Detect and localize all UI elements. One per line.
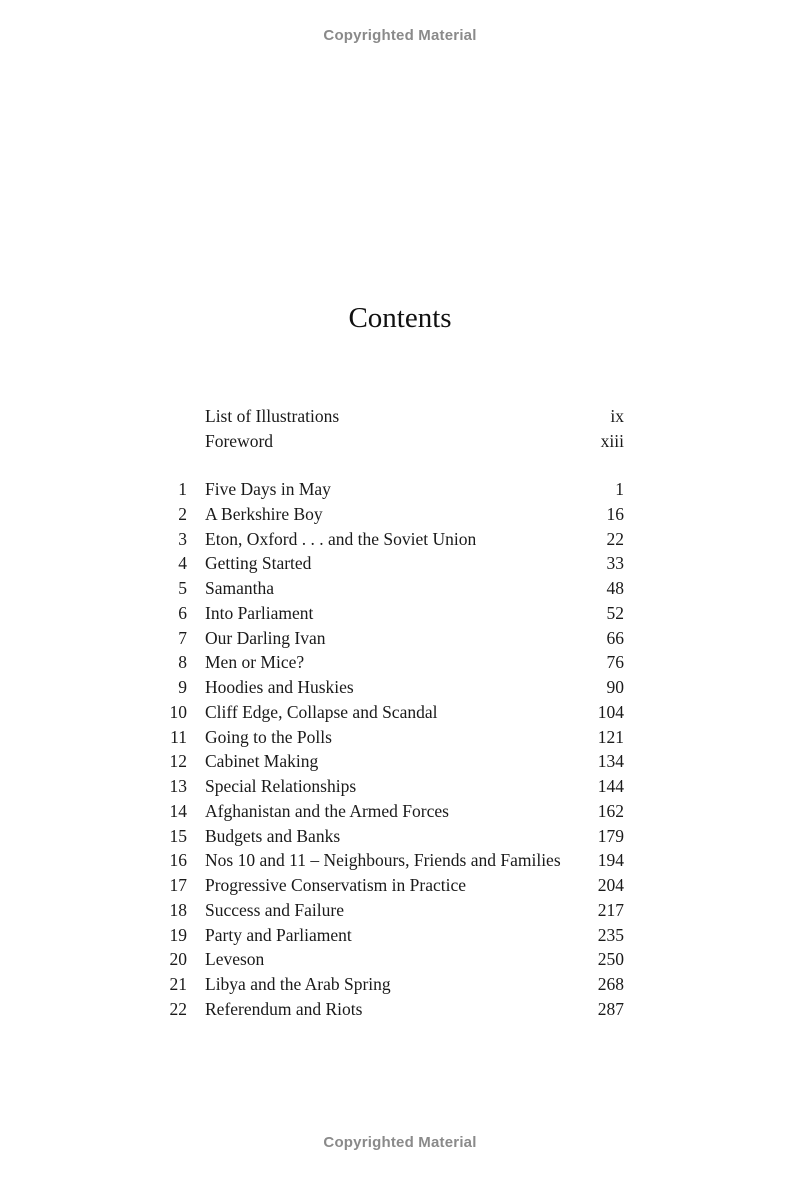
- toc-chapter-row[interactable]: [162, 947, 624, 972]
- chapter-title: Samantha: [205, 578, 275, 598]
- chapter-title: Eton, Oxford . . . and the Soviet Union: [205, 528, 477, 549]
- chapter-title: Into Parliament: [205, 602, 314, 623]
- chapter-title: Libya and the Arab Spring: [205, 974, 391, 994]
- chapter-number: 7: [178, 627, 187, 648]
- chapter-page: 16: [606, 503, 624, 524]
- chapter-number: 21: [169, 974, 187, 994]
- toc-chapter-row[interactable]: [162, 923, 624, 948]
- chapter-title: Cliff Edge, Collapse and Scandal: [205, 701, 438, 722]
- chapter-page: 144: [597, 776, 624, 796]
- toc-chapter-row[interactable]: [162, 477, 624, 502]
- chapter-page: 179: [597, 825, 624, 846]
- chapter-number: 11: [170, 726, 187, 747]
- chapter-page: 1: [615, 479, 624, 499]
- toc-chapter-row[interactable]: [162, 601, 624, 626]
- chapter-page: 194: [597, 850, 624, 871]
- chapter-page: 162: [597, 800, 624, 821]
- toc-chapter-row[interactable]: [162, 725, 624, 750]
- toc-chapters: [162, 477, 624, 1022]
- toc-entry-page: xiii: [600, 430, 624, 451]
- chapter-number: 9: [178, 677, 187, 697]
- chapter-number: 20: [169, 949, 187, 970]
- chapter-page: 235: [597, 924, 624, 945]
- chapter-number: 16: [169, 850, 187, 871]
- chapter-number: 17: [169, 875, 187, 895]
- chapter-title: Hoodies and Huskies: [205, 677, 354, 697]
- toc-chapter-row[interactable]: [162, 873, 624, 898]
- chapter-number: 10: [169, 701, 187, 722]
- chapter-page: 104: [597, 701, 624, 722]
- chapter-number: 14: [169, 800, 187, 821]
- toc-entry-title: List of Illustrations: [205, 406, 340, 426]
- toc-chapter-row[interactable]: [162, 527, 624, 552]
- chapter-page: 90: [606, 677, 624, 697]
- chapter-title: Our Darling Ivan: [205, 627, 326, 648]
- chapter-number: 13: [169, 776, 187, 796]
- toc-chapter-row[interactable]: [162, 848, 624, 873]
- chapter-number: 15: [169, 825, 187, 846]
- toc-chapter-row[interactable]: [162, 650, 624, 675]
- toc-chapter-row[interactable]: [162, 700, 624, 725]
- toc-chapter-row[interactable]: [162, 774, 624, 799]
- toc-chapter-row[interactable]: [162, 972, 624, 997]
- chapter-page: 121: [597, 726, 624, 747]
- chapter-number: 1: [178, 479, 187, 499]
- chapter-title: Progressive Conservatism in Practice: [205, 875, 466, 895]
- chapter-number: 3: [178, 528, 187, 549]
- chapter-number: 19: [169, 924, 187, 945]
- toc-chapter-row[interactable]: [162, 551, 624, 576]
- chapter-page: 204: [597, 875, 624, 895]
- toc-chapter-row[interactable]: [162, 576, 624, 601]
- toc-chapter-row[interactable]: [162, 898, 624, 923]
- copyright-watermark-top: Copyrighted Material: [323, 27, 477, 44]
- toc-chapter-row[interactable]: [162, 626, 624, 651]
- toc-entry[interactable]: [162, 429, 624, 454]
- chapter-page: 134: [597, 751, 624, 772]
- chapter-title: Budgets and Banks: [205, 825, 341, 846]
- chapter-number: 2: [178, 503, 187, 524]
- chapter-title: Referendum and Riots: [205, 998, 363, 1019]
- copyright-watermark-bottom: Copyrighted Material: [323, 1134, 477, 1151]
- toc-front-matter: [162, 404, 624, 454]
- toc-entry-page: ix: [610, 406, 624, 426]
- chapter-title: A Berkshire Boy: [205, 503, 323, 524]
- chapter-title: Success and Failure: [205, 899, 344, 920]
- chapter-number: 5: [178, 578, 187, 598]
- chapter-page: 22: [606, 528, 624, 549]
- toc-chapter-row[interactable]: [162, 997, 624, 1022]
- chapter-page: 52: [606, 602, 624, 623]
- chapter-number: 18: [169, 899, 187, 920]
- chapter-page: 48: [606, 578, 624, 598]
- chapter-page: 76: [606, 652, 624, 673]
- chapter-number: 8: [178, 652, 187, 673]
- chapter-title: Getting Started: [205, 553, 312, 574]
- chapter-title: Men or Mice?: [205, 652, 305, 673]
- chapter-title: Going to the Polls: [205, 726, 332, 747]
- chapter-page: 33: [606, 553, 624, 574]
- chapter-page: 66: [606, 627, 624, 648]
- chapter-title: Special Relationships: [205, 776, 357, 796]
- chapter-page: 250: [597, 949, 624, 970]
- chapter-number: 12: [169, 751, 187, 772]
- chapter-page: 287: [597, 998, 624, 1019]
- chapter-number: 22: [169, 998, 187, 1019]
- page-title: Contents: [348, 302, 452, 334]
- toc-chapter-row[interactable]: [162, 502, 624, 527]
- toc-chapter-row[interactable]: [162, 675, 624, 700]
- toc-entry[interactable]: [162, 404, 624, 429]
- chapter-page: 268: [597, 974, 624, 994]
- toc-entry-title: Foreword: [205, 430, 274, 451]
- chapter-title: Party and Parliament: [205, 924, 352, 945]
- chapter-title: Nos 10 and 11 – Neighbours, Friends and Families: [205, 850, 561, 871]
- chapter-title: Afghanistan and the Armed Forces: [205, 800, 449, 821]
- chapter-title: Five Days in May: [205, 479, 331, 499]
- chapter-title: Leveson: [205, 949, 265, 970]
- chapter-number: 4: [178, 553, 187, 574]
- toc-chapter-row[interactable]: [162, 799, 624, 824]
- toc-chapter-row[interactable]: [162, 749, 624, 774]
- chapter-number: 6: [178, 602, 187, 623]
- chapter-page: 217: [597, 899, 624, 920]
- toc-chapter-row[interactable]: [162, 824, 624, 849]
- chapter-title: Cabinet Making: [205, 751, 319, 772]
